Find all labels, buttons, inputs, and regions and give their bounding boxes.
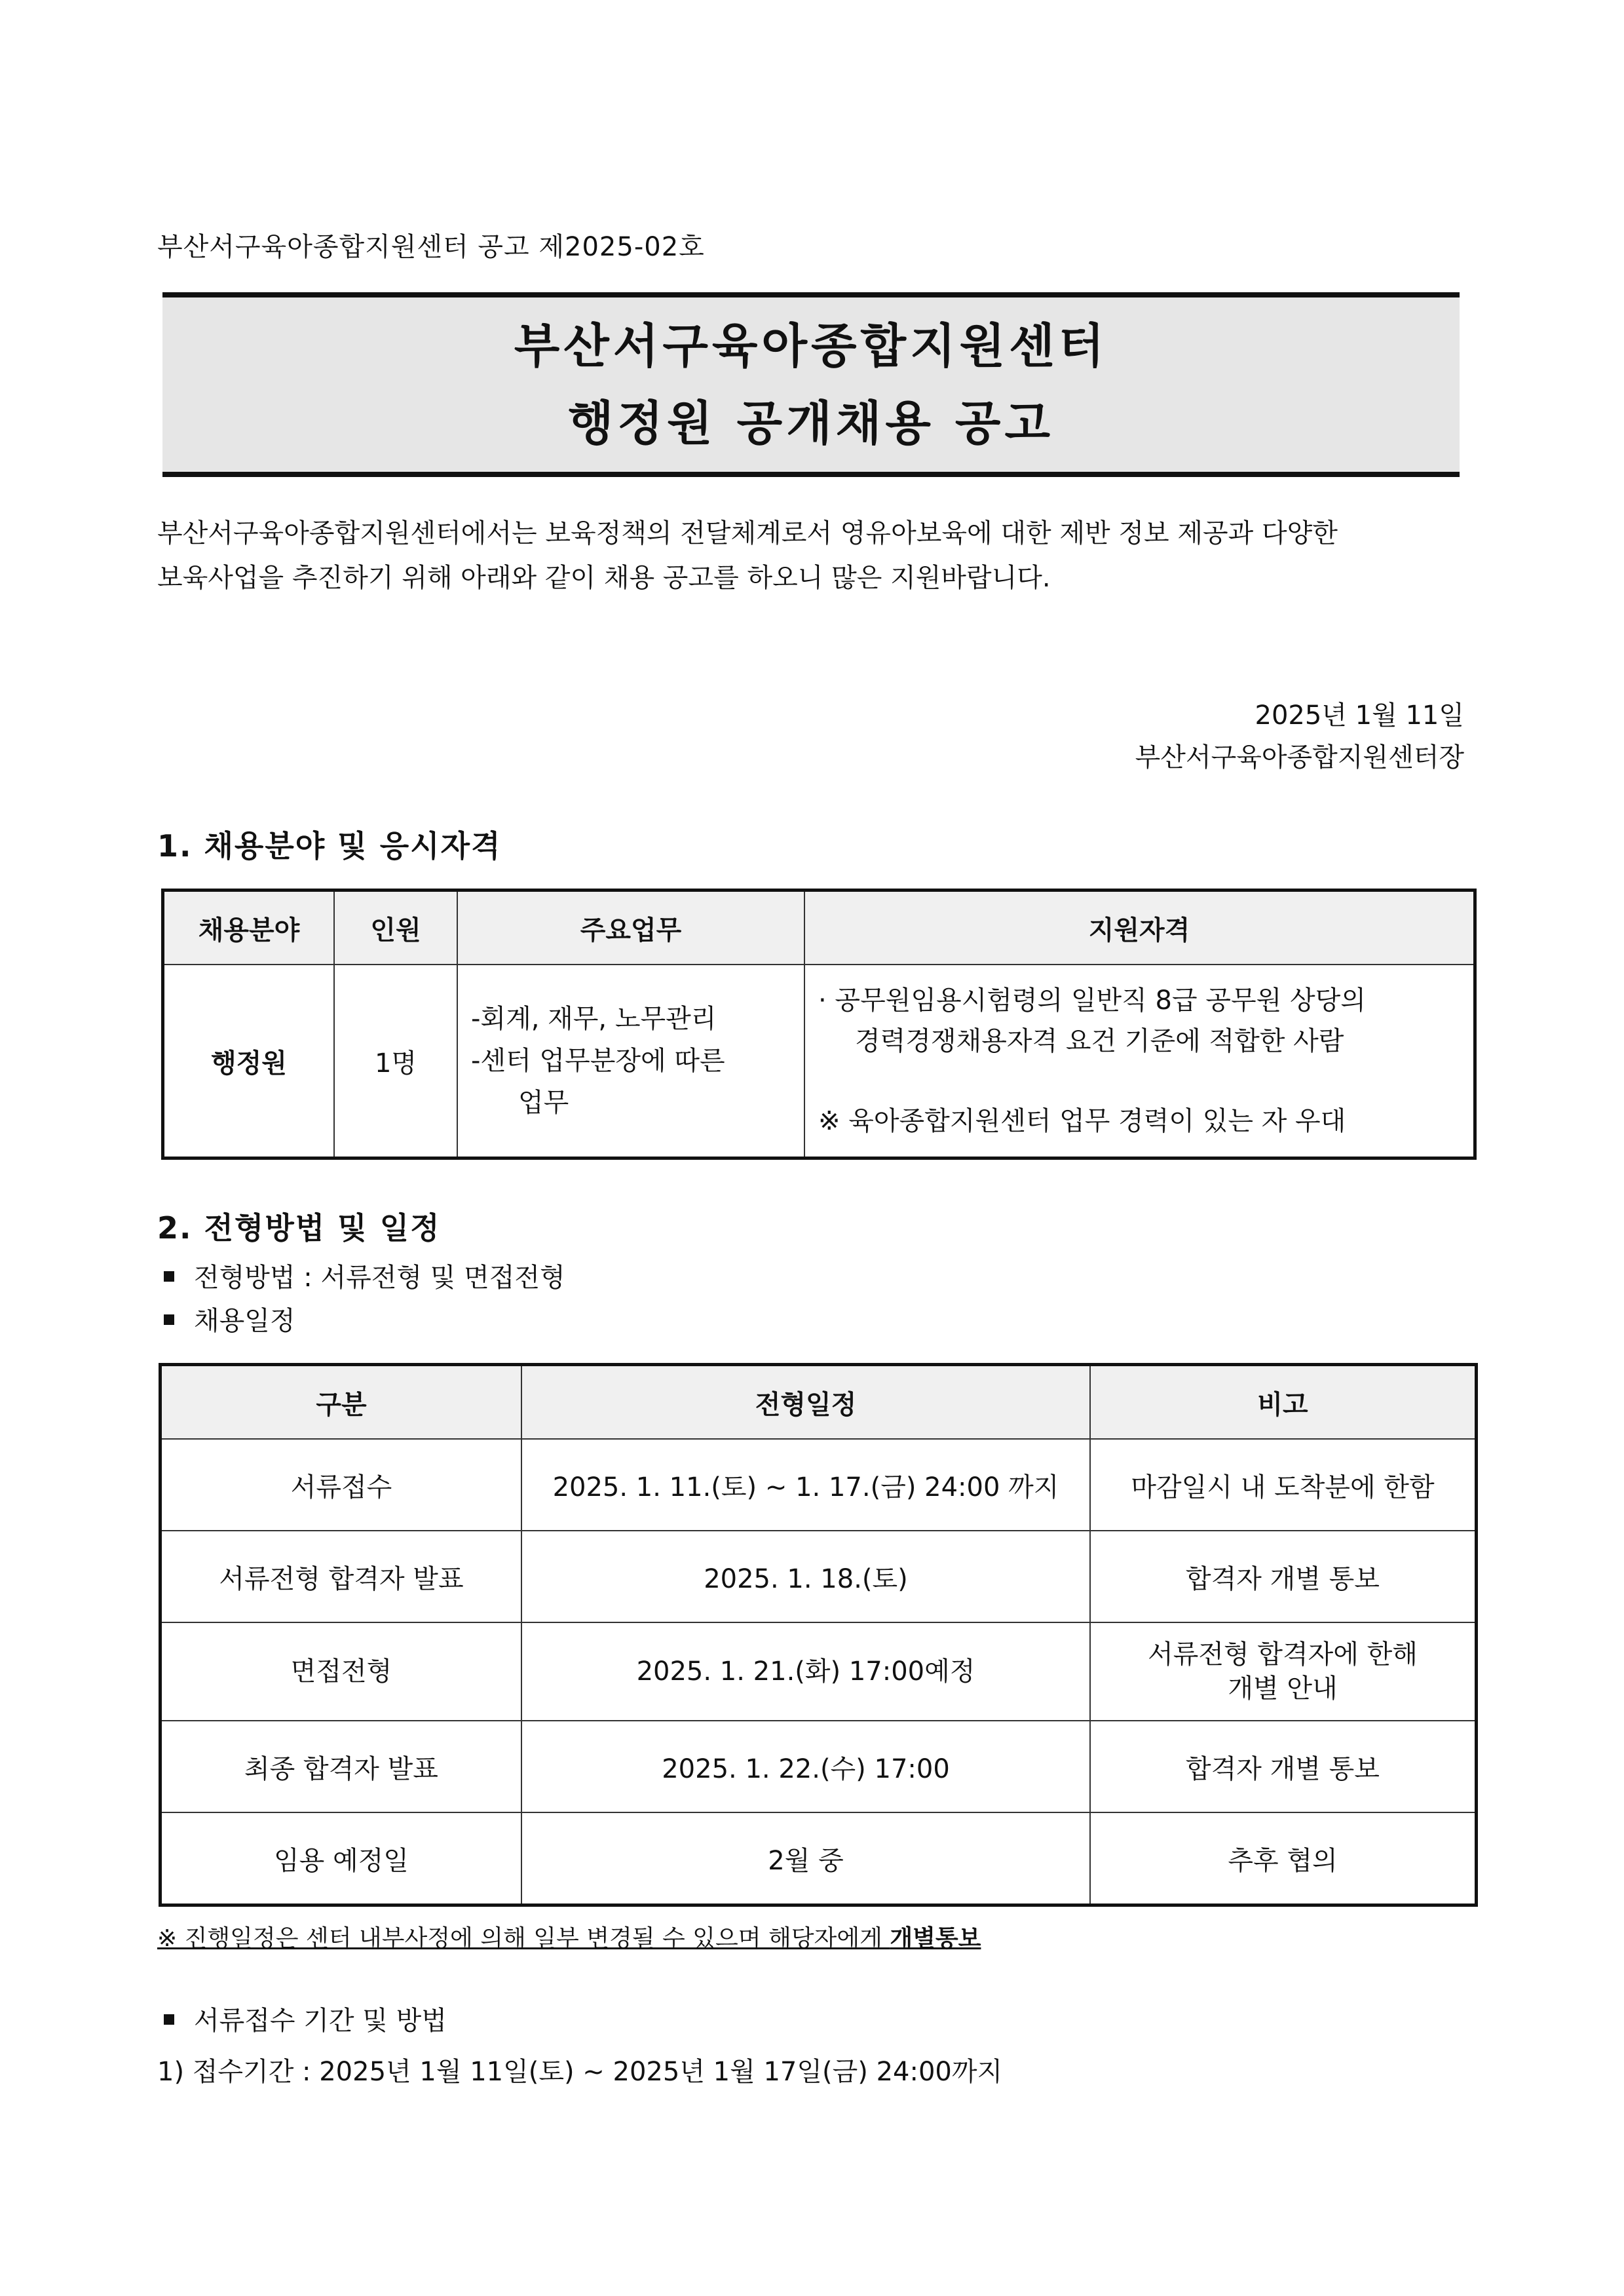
note-cell: 합격자 개별 통보: [1090, 1531, 1477, 1622]
section1-heading: 1. 채용분야 및 응시자격: [157, 828, 502, 864]
duty-line-1: -회계, 재무, 노무관리: [471, 1004, 717, 1034]
schedule-label: 채용일정: [194, 1306, 295, 1336]
title-line-2: 행정원 공개채용 공고: [567, 396, 1055, 451]
stage-cell: 최종 합격자 발표: [161, 1721, 522, 1812]
stage-cell: 서류전형 합격자 발표: [161, 1531, 522, 1622]
count-cell: 1명: [334, 965, 457, 1158]
date-cell: 2025. 1. 11.(토) ~ 1. 17.(금) 24:00 까지: [521, 1439, 1090, 1531]
note-cell: [1090, 1622, 1477, 1721]
date-cell: 2025. 1. 22.(수) 17:00: [521, 1721, 1090, 1812]
date-cell: 2월 중: [521, 1812, 1090, 1905]
square-bullet-icon: [164, 2014, 174, 2025]
date-cell: 2025. 1. 21.(화) 17:00예정: [521, 1622, 1090, 1721]
header-note: 비고: [1090, 1365, 1477, 1440]
qualification-cell: [804, 965, 1475, 1158]
schedule-footnote: [157, 1920, 981, 1953]
header-count: 인원: [334, 890, 457, 965]
square-bullet-icon: [164, 1314, 174, 1325]
recruitment-header-row: [163, 890, 1475, 965]
stage-cell: 임용 예정일: [161, 1812, 522, 1905]
header-stage: 구분: [161, 1365, 522, 1440]
schedule-row: [161, 1812, 1477, 1905]
note-line-2: 개별 안내: [1228, 1674, 1338, 1704]
submission-item: [157, 2000, 447, 2037]
stage-cell: 서류접수: [161, 1439, 522, 1531]
schedule-item: [157, 1300, 295, 1337]
schedule-row: [161, 1439, 1477, 1531]
stage-cell: 면접전형: [161, 1622, 522, 1721]
square-bullet-icon: [164, 1271, 174, 1282]
qual-preference: ※ 육아종합지원센터 업무 경력이 있는 자 우대: [818, 1106, 1346, 1136]
duty-line-3: 업무: [518, 1088, 569, 1118]
schedule-row: [161, 1531, 1477, 1622]
intro-paragraph: [157, 511, 1464, 600]
section2-heading: 2. 전형방법 및 일정: [157, 1210, 441, 1246]
duty-cell: [457, 965, 804, 1158]
method-text: 전형방법 : 서류전형 및 면접전형: [194, 1263, 565, 1293]
qual-line-1: · 공무원임용시험령의 일반직 8급 공무원 상당의: [818, 985, 1366, 1016]
note-cell: 마감일시 내 도착분에 한함: [1090, 1439, 1477, 1531]
duty-line-2: -센터 업무분장에 따른: [471, 1046, 725, 1076]
title-box: [162, 292, 1460, 477]
field-cell: 행정원: [163, 965, 335, 1158]
recruitment-row: [163, 965, 1475, 1158]
schedule-row: [161, 1622, 1477, 1721]
recruitment-table: [161, 889, 1477, 1160]
header-date: 전형일정: [521, 1365, 1090, 1440]
schedule-row: [161, 1721, 1477, 1812]
issue-block: [1135, 695, 1464, 778]
submission-period: 1) 접수기간 : 2025년 1월 11일(토) ~ 2025년 1월 17일(금) 24:00까지: [157, 2057, 1003, 2087]
schedule-table: [159, 1363, 1478, 1907]
method-item: [157, 1257, 565, 1294]
notice-number: 부산서구육아종합지원센터 공고 제2025-02호: [157, 232, 705, 262]
issue-date: 2025년 1월 11일: [1255, 700, 1464, 731]
submission-label: 서류접수 기간 및 방법: [194, 2006, 447, 2036]
note-cell: 추후 협의: [1090, 1812, 1477, 1905]
header-duty: 주요업무: [457, 890, 804, 965]
intro-line-2: 보육사업을 추진하기 위해 아래와 같이 채용 공고를 하오니 많은 지원바랍니다.: [157, 563, 1051, 593]
footnote-text: ※ 진행일정은 센터 내부사정에 의해 일부 변경될 수 있으며 해당자에게: [157, 1925, 890, 1952]
header-qualification: 지원자격: [804, 890, 1475, 965]
footnote-bold: 개별통보: [890, 1925, 981, 1952]
issuer-name: 부산서구육아종합지원센터장: [1135, 742, 1464, 773]
note-line-1: 서류전형 합격자에 한해: [1148, 1639, 1418, 1670]
title-line-1: 부산서구육아종합지원센터: [514, 318, 1108, 373]
date-cell: 2025. 1. 18.(토): [521, 1531, 1090, 1622]
schedule-header-row: [161, 1365, 1477, 1440]
intro-line-1: 부산서구육아종합지원센터에서는 보육정책의 전달체계로서 영유아보육에 대한 제반 정보 제공과 다양한: [157, 518, 1338, 548]
note-cell: 합격자 개별 통보: [1090, 1721, 1477, 1812]
header-field: 채용분야: [163, 890, 335, 965]
qual-line-2: 경력경쟁채용자격 요건 기준에 적합한 사람: [855, 1026, 1344, 1056]
